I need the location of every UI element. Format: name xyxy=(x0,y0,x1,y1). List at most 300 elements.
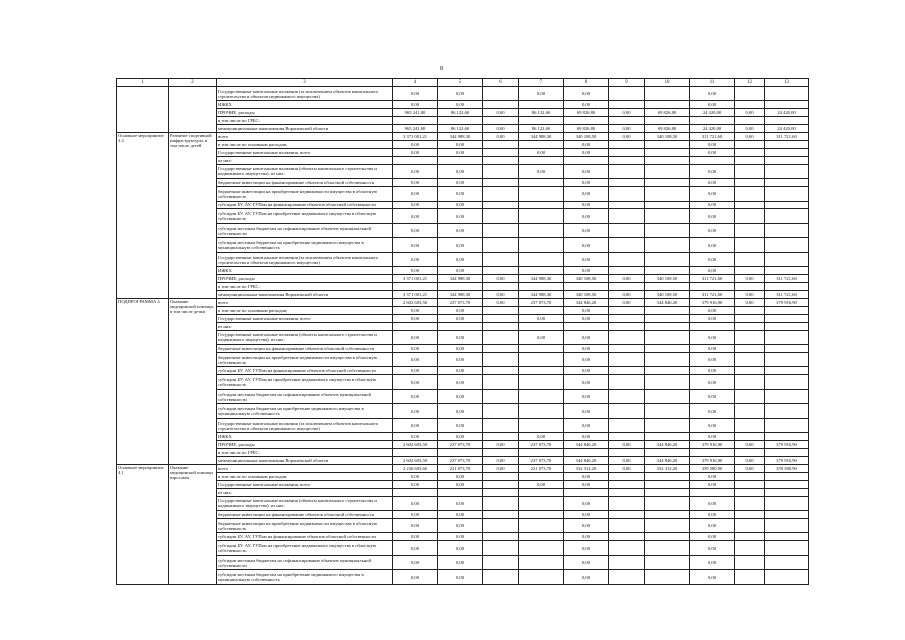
value-cell: 0,00 xyxy=(609,133,645,141)
value-cell xyxy=(735,164,765,178)
value-cell xyxy=(765,345,809,353)
value-cell xyxy=(483,283,519,291)
value-cell xyxy=(609,283,645,291)
table-row xyxy=(117,496,809,510)
column-header: 8 xyxy=(564,79,609,87)
value-cell: 0,00 xyxy=(438,555,483,569)
value-cell: 221 073,70 xyxy=(519,464,564,472)
row-label: в том числе по ГРБС: xyxy=(217,117,393,125)
value-cell: 0,00 xyxy=(393,140,438,148)
row-label: субсидии БУ, АУ, ГУПам на финансирование объектов областной собственности xyxy=(217,367,393,375)
value-cell xyxy=(438,322,483,330)
value-cell xyxy=(645,418,690,432)
value-cell: 0,00 xyxy=(393,404,438,418)
value-cell: 0,00 xyxy=(564,541,609,555)
value-cell xyxy=(438,156,483,164)
value-cell: 0,00 xyxy=(609,457,645,465)
value-cell xyxy=(609,306,645,314)
program-name: Развитие спортивной инфраструктуры, в том числе детей xyxy=(169,133,217,299)
table-row xyxy=(117,101,809,109)
value-cell xyxy=(645,314,690,322)
row-label: бюджетные инвестиции на финансирование объектов областной собственности xyxy=(217,345,393,353)
value-cell xyxy=(735,389,765,403)
value-cell: 0,00 xyxy=(690,555,735,569)
value-cell xyxy=(609,496,645,510)
value-cell: 69 826,80 xyxy=(564,125,609,133)
table-row xyxy=(117,511,809,519)
value-cell: 0,00 xyxy=(393,418,438,432)
value-cell xyxy=(483,449,519,457)
value-cell: 0,00 xyxy=(438,389,483,403)
value-cell xyxy=(519,306,564,314)
value-cell: 0,00 xyxy=(438,140,483,148)
value-cell: 379 916,90 xyxy=(690,298,735,306)
column-header: 13 xyxy=(765,79,809,87)
value-cell: 3 371 001,21 xyxy=(393,291,438,299)
value-cell xyxy=(483,223,519,237)
value-cell xyxy=(519,252,564,266)
value-cell xyxy=(609,330,645,344)
value-cell: 0,00 xyxy=(483,291,519,299)
value-cell xyxy=(519,117,564,125)
value-cell xyxy=(519,179,564,187)
value-cell xyxy=(645,433,690,441)
value-cell: 344 988,30 xyxy=(438,291,483,299)
column-header: 1 xyxy=(117,79,169,87)
value-cell xyxy=(765,518,809,532)
value-cell xyxy=(609,156,645,164)
column-header: 12 xyxy=(735,79,765,87)
value-cell: 311 721,60 xyxy=(765,275,809,283)
value-cell xyxy=(609,187,645,201)
table-row xyxy=(117,418,809,432)
value-cell xyxy=(690,488,735,496)
value-cell: 332 312,20 xyxy=(645,464,690,472)
value-cell xyxy=(519,353,564,367)
value-cell: 0,00 xyxy=(519,164,564,178)
value-cell xyxy=(645,306,690,314)
budget-table xyxy=(116,78,809,585)
value-cell xyxy=(609,541,645,555)
program-code: Основное мероприятие 3.2 xyxy=(117,133,169,299)
value-cell: 0,00 xyxy=(564,375,609,389)
value-cell xyxy=(519,283,564,291)
value-cell xyxy=(735,353,765,367)
value-cell: 24 420,00 xyxy=(765,125,809,133)
table-row xyxy=(117,367,809,375)
column-header: 2 xyxy=(169,79,217,87)
value-cell: 3 371 001,21 xyxy=(393,275,438,283)
value-cell: 69 826,80 xyxy=(564,109,609,117)
value-cell: 0,00 xyxy=(564,223,609,237)
value-cell: 340 108,50 xyxy=(645,133,690,141)
value-cell: 0,00 xyxy=(609,298,645,306)
value-cell xyxy=(765,375,809,389)
value-cell xyxy=(483,156,519,164)
value-cell: 0,00 xyxy=(690,375,735,389)
value-cell: 332 312,20 xyxy=(564,464,609,472)
column-header: 10 xyxy=(645,79,690,87)
row-label: субсидии местным бюджетам на софинансирование объектов муниципальной собственности xyxy=(217,389,393,403)
row-label: Государственные капитальные вложения, всего xyxy=(217,148,393,156)
value-cell: 0,00 xyxy=(690,179,735,187)
value-cell xyxy=(645,140,690,148)
value-cell: 0,00 xyxy=(483,464,519,472)
row-label: межмуниципальные капвложения Воронежской области xyxy=(217,457,393,465)
value-cell: 0,00 xyxy=(564,140,609,148)
value-cell xyxy=(483,404,519,418)
value-cell xyxy=(609,555,645,569)
value-cell xyxy=(765,488,809,496)
value-cell xyxy=(519,541,564,555)
value-cell xyxy=(645,330,690,344)
value-cell: 0,00 xyxy=(690,101,735,109)
value-cell: 86 122,60 xyxy=(438,109,483,117)
value-cell: 0,00 xyxy=(393,433,438,441)
program-name: Оказание медицинской помощи взрослым xyxy=(169,464,217,584)
value-cell xyxy=(645,404,690,418)
value-cell xyxy=(735,209,765,223)
value-cell xyxy=(519,404,564,418)
value-cell: 0,00 xyxy=(564,555,609,569)
value-cell: 0,00 xyxy=(438,314,483,322)
value-cell: 0,00 xyxy=(690,418,735,432)
value-cell xyxy=(735,117,765,125)
value-cell: 0,00 xyxy=(564,345,609,353)
value-cell: 0,00 xyxy=(690,306,735,314)
row-label: бюджетные инвестиции на приобретение недвижимости имущества в областную собственность xyxy=(217,518,393,532)
value-cell: 0,00 xyxy=(393,306,438,314)
value-cell xyxy=(735,480,765,488)
value-cell: 965 241,80 xyxy=(393,125,438,133)
value-cell xyxy=(519,511,564,519)
value-cell: 0,00 xyxy=(438,187,483,201)
value-cell: 2 602 603,50 xyxy=(393,298,438,306)
value-cell xyxy=(483,179,519,187)
value-cell: 0,00 xyxy=(564,518,609,532)
value-cell xyxy=(483,86,519,100)
value-cell: 0,00 xyxy=(393,345,438,353)
table-row xyxy=(117,298,809,306)
value-cell xyxy=(735,367,765,375)
value-cell xyxy=(483,433,519,441)
value-cell xyxy=(645,353,690,367)
value-cell: 0,00 xyxy=(690,140,735,148)
value-cell xyxy=(765,179,809,187)
value-cell xyxy=(735,533,765,541)
row-label: из них: xyxy=(217,322,393,330)
value-cell xyxy=(483,238,519,252)
table-row xyxy=(117,275,809,283)
value-cell: 0,00 xyxy=(690,541,735,555)
value-cell: 359 580,90 xyxy=(690,464,735,472)
value-cell: 86 122,60 xyxy=(519,125,564,133)
value-cell xyxy=(645,533,690,541)
column-header: 9 xyxy=(609,79,645,87)
value-cell: 0,00 xyxy=(564,252,609,266)
value-cell xyxy=(645,238,690,252)
value-cell: 0,00 xyxy=(393,353,438,367)
value-cell xyxy=(765,330,809,344)
table-row xyxy=(117,164,809,178)
value-cell: 0,00 xyxy=(690,267,735,275)
value-cell: 0,00 xyxy=(690,187,735,201)
value-cell xyxy=(519,187,564,201)
value-cell: 0,00 xyxy=(393,570,438,585)
value-cell: 0,00 xyxy=(438,375,483,389)
value-cell: 0,00 xyxy=(438,404,483,418)
value-cell: 24 420,00 xyxy=(765,109,809,117)
value-cell xyxy=(645,449,690,457)
value-cell: 0,00 xyxy=(564,187,609,201)
value-cell: 2 602 603,50 xyxy=(393,457,438,465)
program-code: ПОДПРОГРАММА 4 xyxy=(117,298,169,464)
value-cell xyxy=(735,449,765,457)
value-cell xyxy=(645,117,690,125)
value-cell: 0,00 xyxy=(438,353,483,367)
value-cell: 0,00 xyxy=(438,418,483,432)
value-cell: 0,00 xyxy=(690,223,735,237)
value-cell xyxy=(645,267,690,275)
row-label: межмуниципальные капвложения Воронежской области xyxy=(217,125,393,133)
value-cell xyxy=(765,449,809,457)
table-row xyxy=(117,480,809,488)
value-cell xyxy=(519,449,564,457)
value-cell: 0,00 xyxy=(735,291,765,299)
value-cell: 0,00 xyxy=(393,179,438,187)
value-cell: 0,00 xyxy=(690,353,735,367)
value-cell: 0,00 xyxy=(393,541,438,555)
value-cell xyxy=(483,267,519,275)
value-cell: 237 073,70 xyxy=(519,457,564,465)
value-cell: 0,00 xyxy=(690,472,735,480)
value-cell xyxy=(393,449,438,457)
value-cell: 0,00 xyxy=(393,314,438,322)
value-cell: 0,00 xyxy=(564,404,609,418)
value-cell xyxy=(765,570,809,585)
value-cell: 237 073,70 xyxy=(438,441,483,449)
value-cell: 311 721,60 xyxy=(690,291,735,299)
value-cell xyxy=(645,201,690,209)
value-cell xyxy=(735,187,765,201)
column-header: 11 xyxy=(690,79,735,87)
value-cell: 359 580,90 xyxy=(765,464,809,472)
value-cell xyxy=(765,322,809,330)
value-cell: 69 826,80 xyxy=(645,125,690,133)
value-cell: 0,00 xyxy=(735,133,765,141)
value-cell: 0,00 xyxy=(690,433,735,441)
value-cell: 0,00 xyxy=(393,148,438,156)
value-cell: 86 122,60 xyxy=(438,125,483,133)
value-cell xyxy=(483,533,519,541)
value-cell xyxy=(690,283,735,291)
value-cell: 0,00 xyxy=(438,223,483,237)
value-cell: 24 420,00 xyxy=(690,109,735,117)
value-cell xyxy=(765,223,809,237)
value-cell xyxy=(519,418,564,432)
table-row xyxy=(117,283,809,291)
table-row xyxy=(117,179,809,187)
value-cell xyxy=(645,322,690,330)
value-cell xyxy=(519,570,564,585)
value-cell: 0,00 xyxy=(393,267,438,275)
value-cell xyxy=(765,252,809,266)
column-header: 6 xyxy=(483,79,519,87)
value-cell xyxy=(483,488,519,496)
value-cell: 0,00 xyxy=(735,125,765,133)
value-cell: 0,00 xyxy=(438,518,483,532)
value-cell xyxy=(645,375,690,389)
value-cell xyxy=(609,322,645,330)
value-cell xyxy=(645,570,690,585)
value-cell: 0,00 xyxy=(735,464,765,472)
program-code xyxy=(117,86,169,132)
table-row xyxy=(117,187,809,201)
value-cell xyxy=(609,570,645,585)
value-cell xyxy=(483,472,519,480)
value-cell xyxy=(735,404,765,418)
value-cell xyxy=(609,404,645,418)
value-cell: 0,00 xyxy=(483,125,519,133)
row-label: ПРОЧИЕ, расходы xyxy=(217,275,393,283)
value-cell: 0,00 xyxy=(690,511,735,519)
value-cell xyxy=(645,252,690,266)
value-cell xyxy=(564,283,609,291)
value-cell: 0,00 xyxy=(564,101,609,109)
value-cell: 0,00 xyxy=(564,306,609,314)
row-label: субсидии местным бюджетам на приобретение недвижимого имущества в муниципальную собственность xyxy=(217,570,393,585)
value-cell xyxy=(609,140,645,148)
table-row xyxy=(117,518,809,532)
value-cell xyxy=(519,375,564,389)
row-label: субсидии БУ, АУ, ГУПам на приобретение недвижимого имущества в областную собственность xyxy=(217,375,393,389)
value-cell xyxy=(564,156,609,164)
value-cell: 340 108,50 xyxy=(564,291,609,299)
table-row xyxy=(117,533,809,541)
value-cell xyxy=(438,117,483,125)
value-cell xyxy=(483,353,519,367)
table-row xyxy=(117,353,809,367)
value-cell xyxy=(438,449,483,457)
value-cell: 0,00 xyxy=(690,164,735,178)
value-cell xyxy=(765,267,809,275)
table-row xyxy=(117,555,809,569)
value-cell: 0,00 xyxy=(483,457,519,465)
row-label: в том числе по ГРБС: xyxy=(217,283,393,291)
value-cell: 0,00 xyxy=(564,353,609,367)
value-cell xyxy=(765,404,809,418)
value-cell xyxy=(645,541,690,555)
value-cell xyxy=(735,555,765,569)
table-row xyxy=(117,86,809,100)
row-label: в том числе по основным расходам xyxy=(217,472,393,480)
value-cell: 0,00 xyxy=(438,472,483,480)
value-cell: 0,00 xyxy=(393,238,438,252)
value-cell xyxy=(483,518,519,532)
value-cell: 221 073,70 xyxy=(438,464,483,472)
column-header: 3 xyxy=(217,79,393,87)
value-cell: 0,00 xyxy=(438,252,483,266)
row-label: субсидии местным бюджетам на приобретение недвижимого имущества в муниципальную собственность xyxy=(217,238,393,252)
value-cell xyxy=(483,511,519,519)
table-row xyxy=(117,125,809,133)
value-cell xyxy=(483,164,519,178)
value-cell xyxy=(735,223,765,237)
table-row xyxy=(117,267,809,275)
row-label: субсидии БУ, АУ, ГУПам на приобретение недвижимого имущества в областную собственность xyxy=(217,209,393,223)
value-cell xyxy=(765,511,809,519)
value-cell: 0,00 xyxy=(564,179,609,187)
value-cell: 0,00 xyxy=(690,570,735,585)
value-cell xyxy=(735,511,765,519)
value-cell xyxy=(393,156,438,164)
value-cell: 3 371 001,21 xyxy=(393,133,438,141)
page-number: 8 xyxy=(440,66,443,72)
value-cell: 0,00 xyxy=(393,164,438,178)
value-cell xyxy=(690,156,735,164)
value-cell xyxy=(735,433,765,441)
value-cell xyxy=(393,117,438,125)
value-cell xyxy=(735,418,765,432)
row-label: Государственные капитальные вложения (объекты капитального строительства и недвижимого имущества), из них: xyxy=(217,330,393,344)
value-cell xyxy=(765,283,809,291)
value-cell xyxy=(690,322,735,330)
table-row xyxy=(117,404,809,418)
value-cell xyxy=(483,140,519,148)
value-cell xyxy=(609,433,645,441)
value-cell xyxy=(645,209,690,223)
value-cell xyxy=(765,541,809,555)
value-cell xyxy=(519,345,564,353)
value-cell xyxy=(765,353,809,367)
row-label: субсидии местным бюджетам на софинансирование объектов муниципальной собственности xyxy=(217,223,393,237)
value-cell xyxy=(645,86,690,100)
value-cell: 0,00 xyxy=(438,306,483,314)
value-cell: 0,00 xyxy=(609,275,645,283)
value-cell: 340 108,50 xyxy=(564,133,609,141)
value-cell xyxy=(735,541,765,555)
value-cell xyxy=(765,238,809,252)
value-cell xyxy=(735,86,765,100)
value-cell: 0,00 xyxy=(690,404,735,418)
value-cell xyxy=(735,570,765,585)
value-cell xyxy=(609,101,645,109)
value-cell xyxy=(483,101,519,109)
value-cell xyxy=(765,187,809,201)
value-cell xyxy=(393,283,438,291)
value-cell xyxy=(519,496,564,510)
value-cell: 0,00 xyxy=(564,533,609,541)
value-cell: 0,00 xyxy=(438,496,483,510)
value-cell: 0,00 xyxy=(609,291,645,299)
row-label: из них: xyxy=(217,488,393,496)
table-row xyxy=(117,209,809,223)
value-cell xyxy=(564,322,609,330)
program-name xyxy=(169,86,217,132)
value-cell: 0,00 xyxy=(438,209,483,223)
table-row xyxy=(117,140,809,148)
value-cell xyxy=(735,496,765,510)
value-cell: 0,00 xyxy=(564,389,609,403)
value-cell xyxy=(645,187,690,201)
value-cell xyxy=(519,223,564,237)
value-cell: 0,00 xyxy=(438,511,483,519)
value-cell: 0,00 xyxy=(393,223,438,237)
value-cell: 0,00 xyxy=(393,209,438,223)
row-label: бюджетные инвестиции на финансирование объектов областной собственности xyxy=(217,511,393,519)
value-cell: 0,00 xyxy=(690,148,735,156)
value-cell xyxy=(483,389,519,403)
